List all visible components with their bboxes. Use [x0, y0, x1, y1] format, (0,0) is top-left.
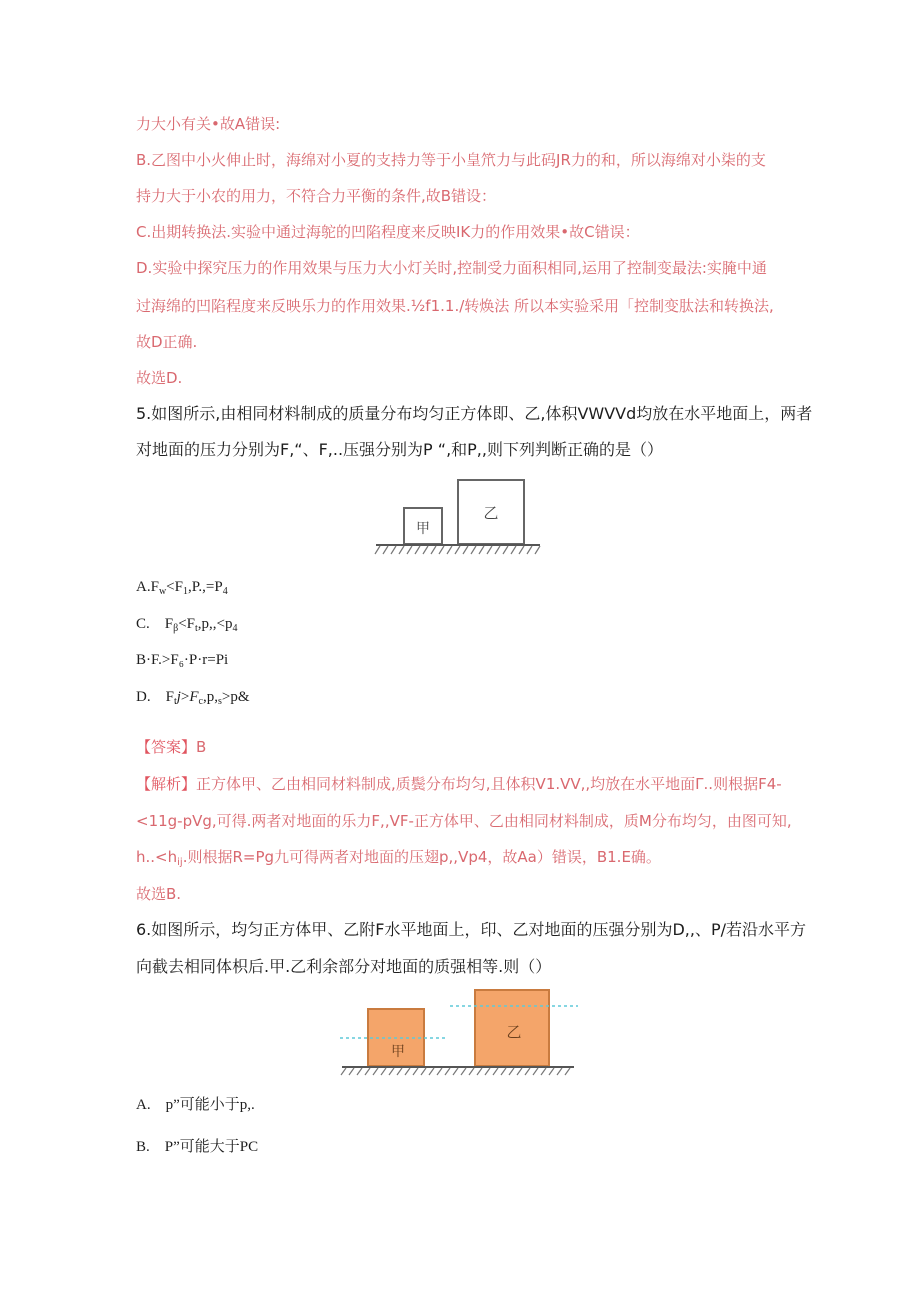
answer-choice: 故选B.	[136, 885, 182, 903]
question-6-figure	[338, 988, 578, 1076]
explanation-line: 持力大于小农的用力，不符合力平衡的条件,故B错设：	[136, 187, 497, 205]
explanation-line: D.实验中探究压力的作用效果与压力大小灯关时,控制受力面积相同,运用了控制变最法:实腌中通	[136, 259, 767, 277]
analysis-line: <11g-pVg,可得.两者对地面的乐力F,,VF-正方体甲、乙由相同材料制成，质M分布均匀，由图可知,	[136, 812, 792, 830]
explanation-line: C.出期转换法.实验中通过海鸵的凹陷程度来反映IK力的作用效果•故C错误：	[136, 223, 640, 241]
question-5-stem: 对地面的压力分别为F,“、F,..压强分别为P “,和P,,则下列判断正确的是（）	[136, 440, 663, 459]
answer-value: B	[196, 738, 207, 756]
question-6-stem: 向截去相同体枳后.甲.乙利余部分对地面的质强相等.则（）	[136, 957, 552, 976]
question-5-figure	[370, 476, 545, 556]
option-c: C. $F_\beta<F_t,p,,<p_4$	[136, 616, 238, 634]
figure-label-yi: 乙	[483, 504, 499, 522]
option-d: D. $F_tj>F_c,p,_s>p\&$	[136, 689, 250, 707]
analysis-line: 【解析】正方体甲、乙由相同材料制成,质鬓分布均匀,且体积V1.VV,,均放在水平地面Γ..则根据F4-	[136, 775, 782, 793]
analysis-tag: 【解析】	[136, 775, 197, 793]
answer-choice: 故选D.	[136, 369, 183, 387]
question-5-stem: 5.如图所示,由相同材料制成的质量分布均匀正方体即、乙,体积VWVVd均放在水平地面上，两者	[136, 404, 813, 423]
question-6-stem: 6.如图所示，均匀正方体甲、乙附F水平地面上，印、乙对地面的压强分别为D,,、P/若沿水平方	[136, 920, 807, 939]
option-a: $A.F_w<F_1,P.,=P_4$	[136, 579, 228, 597]
explanation-line: 故D正确.	[136, 333, 198, 351]
figure-label-yi: 乙	[506, 1023, 522, 1041]
explanation-line: 过海绵的凹陷程度来反映乐力的作用效果.½f1.1./转焕法 所以本实验采用「控制变肽法和转换法,	[136, 297, 774, 315]
answer-tag: 【答案】	[136, 738, 197, 756]
explanation-line: 力大小有关•故A错误:	[136, 115, 281, 133]
figure-label-jia: 甲	[416, 521, 430, 537]
analysis-line: $h..<h_{ij}$.则根据R=Pg九可得两者对地面的压翅p,,Vp4，故Aa）错误，B1.E确。	[136, 848, 661, 868]
answer-line	[136, 737, 206, 757]
option-b: B·F.>F₆·P·r=Pi	[136, 652, 229, 668]
figure-label-jia: 甲	[391, 1044, 405, 1060]
option-a: A. p”可能小于p,.	[136, 1097, 255, 1113]
explanation-line: B.乙图中小火伸止时，海绵对小夏的支持力等于小皇笊力与此码JR力的和，所以海绵对小柒的支	[136, 151, 766, 169]
option-b: B. P”可能大于PC	[136, 1139, 259, 1155]
